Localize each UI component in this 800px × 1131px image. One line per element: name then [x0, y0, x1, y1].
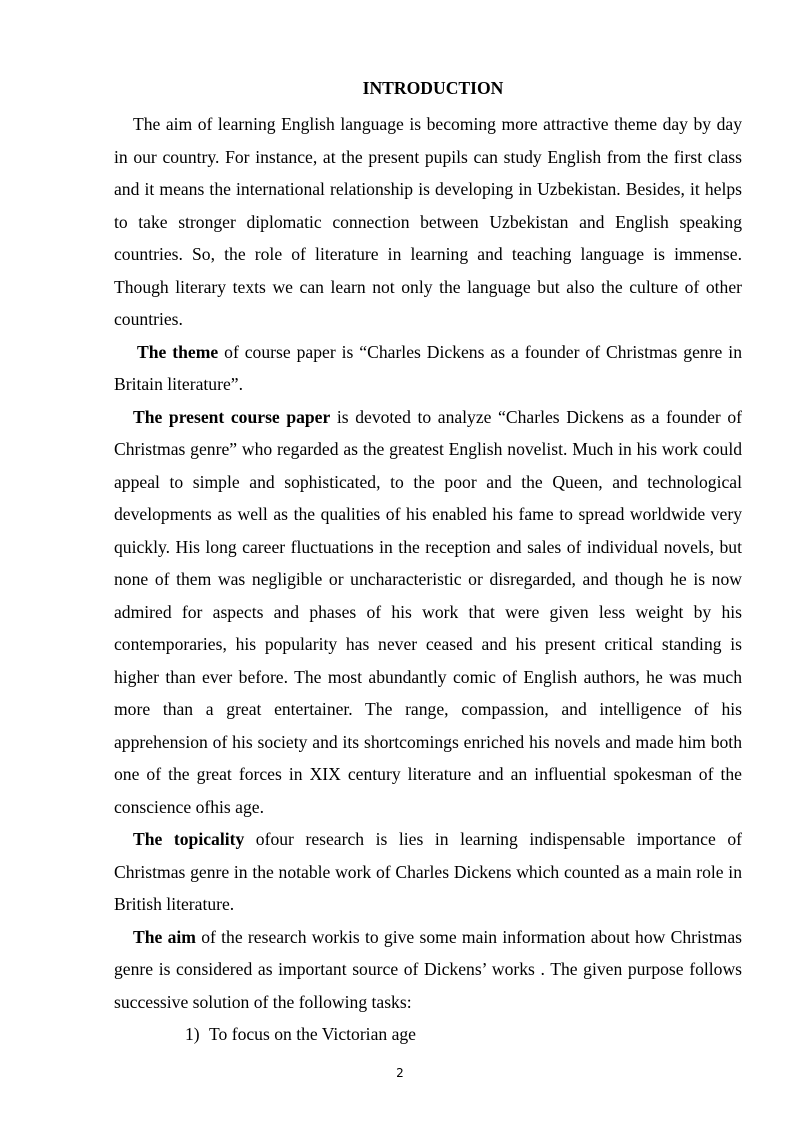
paragraph-present-course-paper-bold: The present course paper — [133, 406, 331, 427]
paragraph-present-course-paper-text: is devoted to analyze “Charles Dickens as a founder of Christmas genre” who regarded as the greatest English novelist. Much in his work could appeal to simple and sophisticated, to the poor and the Queen, and technological developments as well as the qualities of his enabled his fame to spread worldwide very quickly. His long career fluctuations in the reception and sales of individual novels, but none of them was negligible or uncharacteristic or disregarded, and though he is now admired for aspects and phases of his work that were given less weight by his contemporaries, his popularity has never ceased and his present critical standing is higher than ever before. The most abundantly comic of English authors, he was much more than a great entertainer. The range, compassion, and intelligence of his apprehension of his society and its shortcomings enriched his novels and made him both one of the great forces in XIX century literature and an influential spokesman of the conscience ofhis age. — [114, 406, 743, 817]
paragraph-aim-text: of the research workis to give some main information about how Christmas genre is considered as important source of Dickens’ works . The given purpose follows successive solution of the following tasks: — [114, 926, 742, 1012]
paragraph-topicality — [114, 823, 742, 921]
paragraph-topicality-text: ofour research is lies in learning indispensable importance of Christmas genre in the notable work of Charles Dickens which counted as a main role in British literature. — [114, 829, 742, 914]
paragraph-theme — [114, 336, 742, 401]
page-title: INTRODUCTION — [362, 78, 504, 98]
paragraph-theme-text: of course paper is “Charles Dickens as a founder of Christmas genre in Britain literature”. — [114, 341, 742, 394]
list-item-number: 1) — [185, 1024, 200, 1044]
page-number: 2 — [396, 1066, 404, 1080]
list-item-text: To focus on the Victorian age — [209, 1024, 416, 1044]
paragraph-aim-bold: The aim — [133, 926, 196, 947]
list-item — [114, 1018, 742, 1051]
paragraph-intro — [114, 108, 742, 336]
paragraph-theme-bold: The theme — [137, 341, 219, 362]
paragraph-topicality-bold: The topicality — [133, 829, 245, 849]
paragraph-intro-text: The aim of learning English language is becoming more attractive theme day by day in our country. For instance, at the present pupils can study English from the first class and it means the international relationship is developing in Uzbekistan. Besides, it helps to take stronger diplomatic connection between Uzbekistan and English speaking countries. So, the role of literature in learning and teaching language is immense. Though literary texts we can learn not only the language but also the culture of other countries. — [114, 114, 742, 329]
paragraph-aim — [114, 921, 742, 1019]
paragraph-present-course-paper — [114, 401, 742, 824]
document-body — [114, 77, 742, 1051]
